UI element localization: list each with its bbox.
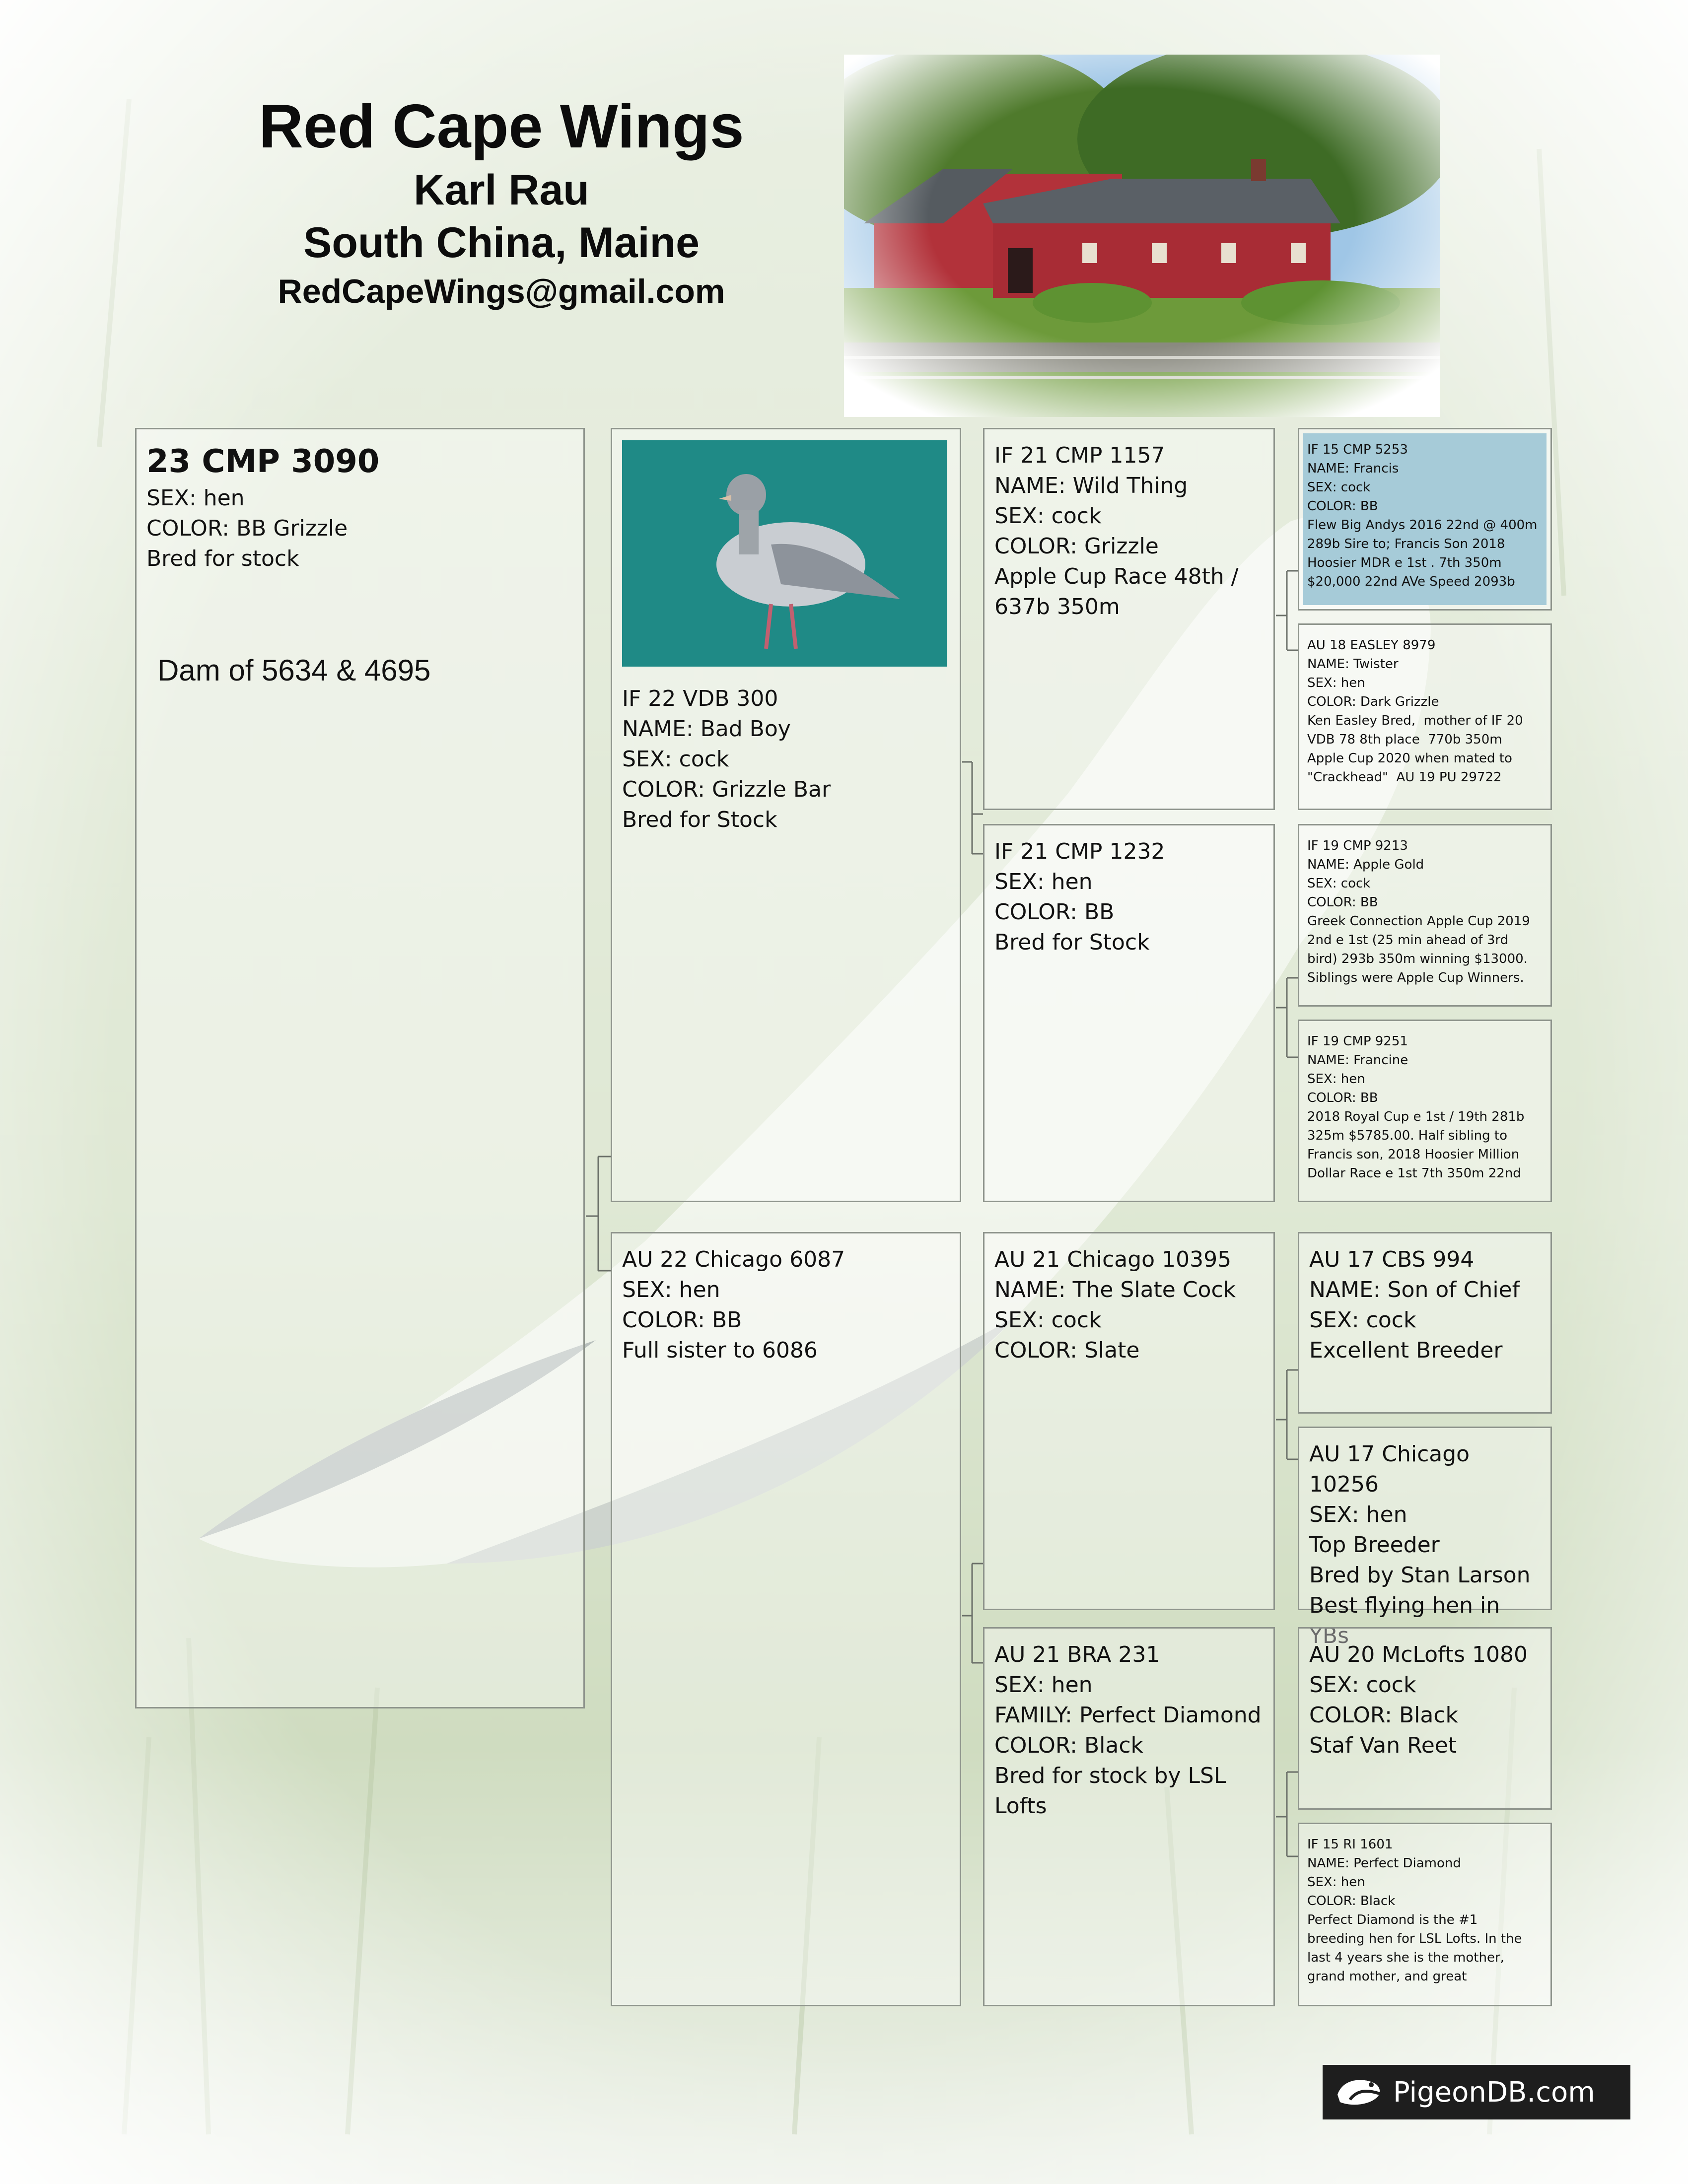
sire-line-2: SEX: cock [622, 747, 729, 772]
gg2-line-5: 2nd e 1st (25 min ahead of 3rd [1307, 933, 1509, 948]
gg-card-5 [1298, 1427, 1552, 1648]
dam-sire-card [983, 1232, 1275, 1610]
ds-line-2: SEX: cock [994, 1307, 1102, 1333]
pigeon-logo-icon [1333, 2070, 1387, 2115]
sire-dam-card [983, 824, 1275, 1202]
gg7-line-2: SEX: hen [1307, 1875, 1365, 1890]
barn-photo [844, 55, 1440, 417]
gg3-line-2: SEX: hen [1307, 1072, 1365, 1087]
sd-line-3: Bred for Stock [994, 930, 1150, 955]
subject-sex: SEX: hen [146, 485, 245, 511]
gg1-line-1: NAME: Twister [1307, 657, 1399, 672]
gg5-line-3: Bred by Stan Larson [1309, 1563, 1531, 1588]
gg0-line-6: Hoosier MDR e 1st . 7th 350m [1307, 555, 1502, 570]
sd-line-2: COLOR: BB [994, 899, 1115, 925]
gg3-line-1: NAME: Francine [1307, 1053, 1408, 1068]
gg1-line-5: VDB 78 8th place 770b 350m [1307, 732, 1502, 747]
gg3-line-5: 325m $5785.00. Half sibling to [1307, 1128, 1507, 1143]
gg-card-4 [1298, 1232, 1552, 1414]
sire-line-4: Bred for Stock [622, 807, 777, 832]
gg2-line-7: Siblings were Apple Cup Winners. [1307, 970, 1524, 985]
pigeondb-logo[interactable] [1323, 2065, 1630, 2119]
ss-line-0: IF 21 CMP 1157 [994, 443, 1165, 468]
logo-text: PigeonDB.com [1393, 2076, 1595, 2109]
gg7-line-6: last 4 years she is the mother, [1307, 1950, 1504, 1965]
gg3-line-0: IF 19 CMP 9251 [1307, 1034, 1408, 1049]
gg5-line-1: SEX: hen [1309, 1502, 1407, 1527]
gg0-line-0: IF 15 CMP 5253 [1307, 442, 1408, 457]
gg7-line-4: Perfect Diamond is the #1 [1307, 1912, 1478, 1927]
subject-band: 23 CMP 3090 [146, 443, 380, 480]
gg7-line-3: COLOR: Black [1307, 1894, 1396, 1909]
dam-line-3: Full sister to 6086 [622, 1338, 818, 1363]
dd-line-5: Lofts [994, 1793, 1047, 1819]
ds-line-1: NAME: The Slate Cock [994, 1277, 1236, 1302]
sire-line-0: IF 22 VDB 300 [622, 686, 778, 711]
sire-sire-card [983, 428, 1275, 810]
loft-title: Red Cape Wings [259, 92, 744, 161]
gg0-line-4: Flew Big Andys 2016 22nd @ 400m [1307, 518, 1538, 533]
dd-line-2: FAMILY: Perfect Diamond [994, 1703, 1262, 1728]
ss-line-1: NAME: Wild Thing [994, 473, 1188, 498]
gg2-line-3: COLOR: BB [1307, 895, 1378, 910]
dd-line-4: Bred for stock by LSL [994, 1763, 1226, 1788]
gg6-line-3: Staf Van Reet [1309, 1733, 1457, 1758]
gg6-line-2: COLOR: Black [1309, 1703, 1459, 1728]
gg7-line-0: IF 15 RI 1601 [1307, 1837, 1393, 1852]
sire-line-1: NAME: Bad Boy [622, 716, 791, 742]
gg-card-3 [1298, 1020, 1552, 1202]
sire-line-3: COLOR: Grizzle Bar [622, 777, 831, 802]
gg2-line-2: SEX: cock [1307, 876, 1371, 891]
dam-line-1: SEX: hen [622, 1277, 720, 1302]
gg2-line-0: IF 19 CMP 9213 [1307, 838, 1408, 853]
gg-card-6 [1298, 1627, 1552, 1810]
ds-line-3: COLOR: Slate [994, 1338, 1140, 1363]
gg5-line-0: AU 17 Chicago 10256 [1309, 1441, 1477, 1497]
gg4-line-3: Excellent Breeder [1309, 1338, 1503, 1363]
gg3-line-7: Dollar Race e 1st 7th 350m 22nd [1307, 1166, 1521, 1181]
gg3-line-6: Francis son, 2018 Hoosier Million [1307, 1147, 1520, 1162]
gg7-line-5: breeding hen for LSL Lofts. In the [1307, 1931, 1522, 1946]
sd-line-1: SEX: hen [994, 869, 1093, 894]
gg2-line-1: NAME: Apple Gold [1307, 857, 1424, 872]
gg4-line-2: SEX: cock [1309, 1307, 1416, 1333]
ds-line-0: AU 21 Chicago 10395 [994, 1247, 1232, 1272]
gg0-line-1: NAME: Francis [1307, 461, 1399, 476]
email: RedCapeWings@gmail.com [278, 273, 725, 310]
gg6-line-1: SEX: cock [1309, 1672, 1416, 1698]
pigeon-photo [622, 440, 947, 667]
dd-line-0: AU 21 BRA 231 [994, 1642, 1160, 1667]
ss-line-3: COLOR: Grizzle [994, 534, 1159, 559]
gg0-line-2: SEX: cock [1307, 480, 1371, 495]
owner-name: Karl Rau [414, 166, 589, 214]
subject-dam-note: Dam of 5634 & 4695 [157, 654, 431, 687]
ss-line-2: SEX: cock [994, 503, 1102, 529]
gg7-line-7: grand mother, and great [1307, 1969, 1467, 1984]
subject-card [135, 428, 585, 1708]
gg1-line-4: Ken Easley Bred, mother of IF 20 [1307, 713, 1523, 728]
gg-card-2 [1298, 824, 1552, 1007]
gg-card-1 [1298, 623, 1552, 810]
gg1-line-2: SEX: hen [1307, 676, 1365, 690]
gg1-line-7: "Crackhead" AU 19 PU 29722 [1307, 770, 1502, 785]
ss-line-4: Apple Cup Race 48th / [994, 564, 1239, 589]
gg1-line-0: AU 18 EASLEY 8979 [1307, 638, 1436, 653]
dam-line-0: AU 22 Chicago 6087 [622, 1247, 845, 1272]
dam-dam-card [983, 1627, 1275, 2006]
gg5-line-2: Top Breeder [1309, 1532, 1440, 1558]
gg0-line-5: 289b Sire to; Francis Son 2018 [1307, 537, 1505, 551]
subject-note: Bred for stock [146, 546, 299, 571]
gg6-line-0: AU 20 McLofts 1080 [1309, 1642, 1528, 1667]
gg3-line-3: COLOR: BB [1307, 1091, 1378, 1105]
header [149, 89, 854, 314]
dd-line-1: SEX: hen [994, 1672, 1093, 1698]
dd-line-3: COLOR: Black [994, 1733, 1144, 1758]
gg5-line-4: Best flying hen in YBs [1309, 1593, 1507, 1648]
gg4-line-0: AU 17 CBS 994 [1309, 1247, 1475, 1272]
sd-line-0: IF 21 CMP 1232 [994, 839, 1165, 864]
gg1-line-3: COLOR: Dark Grizzle [1307, 694, 1439, 709]
gg1-line-6: Apple Cup 2020 when mated to [1307, 751, 1512, 766]
ss-line-5: 637b 350m [994, 594, 1120, 619]
location: South China, Maine [303, 219, 700, 267]
dam-card [611, 1232, 961, 2006]
gg-card-7 [1298, 1823, 1552, 2006]
gg0-line-3: COLOR: BB [1307, 499, 1378, 514]
gg3-line-4: 2018 Royal Cup e 1st / 19th 281b [1307, 1109, 1525, 1124]
gg4-line-1: NAME: Son of Chief [1309, 1277, 1520, 1302]
dam-line-2: COLOR: BB [622, 1307, 742, 1333]
gg7-line-1: NAME: Perfect Diamond [1307, 1856, 1461, 1871]
sire-card [611, 428, 961, 1202]
gg2-line-6: bird) 293b 350m winning $13000. [1307, 952, 1528, 966]
gg-card-0 [1298, 428, 1552, 611]
subject-color: COLOR: BB Grizzle [146, 516, 348, 541]
gg2-line-4: Greek Connection Apple Cup 2019 [1307, 914, 1530, 929]
gg0-line-7: $20,000 22nd AVe Speed 2093b [1307, 574, 1515, 589]
